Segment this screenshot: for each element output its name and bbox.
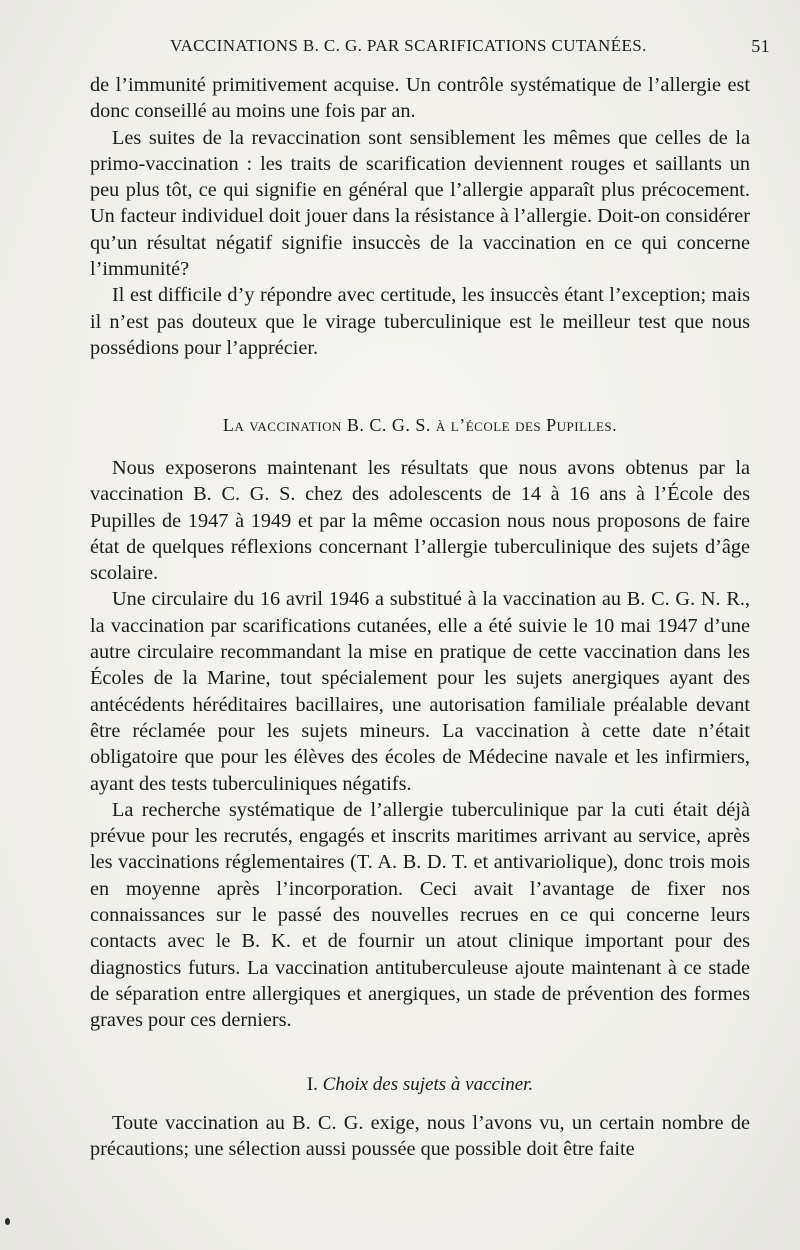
section-heading: La vaccination B. C. G. S. à l’école des Pupilles. [222, 415, 618, 435]
paragraph: Une circulaire du 16 avril 1946 a substitué à la vaccination au B. C. G. N. R., la vaccination par scarifications cutanées, elle a été suivie le 10 mai 1947 d’une autre circulaire recommandant la mise en pratique de cette vaccination dans les Écoles de la Marine, tout spécialement pour les sujets anergiques ayant des antécédents héréditaires bacillaires, une autorisation familiale préalable devant être réclamée pour les sujets mineurs. La vaccination à cette date n’était obligatoire que pour les élèves des écoles de Médecine navale et les infirmiers, ayant des tests tuberculiniques négatifs. [90, 588, 750, 795]
page-number: 51 [751, 36, 770, 56]
paragraph: de l’immunité primitivement acquise. Un contrôle systématique de l’allergie est donc conseillé au moins une fois par an. [90, 74, 750, 123]
subsection-heading [90, 1074, 750, 1096]
paragraph: Les suites de la revaccination sont sensiblement les mêmes que celles de la primo-vaccination : les traits de scarification deviennent rouges et saillants un peu plus tôt, ce qui signifie en général que l’allergie apparaît plus précocement. Un facteur individuel doit jouer dans la résistance à l’allergie. Doit-on considérer qu’un résultat négatif signifie insuccès de la vaccination en ce qui concerne l’immunité? [90, 126, 750, 281]
ink-spot [5, 1218, 10, 1225]
subsection-number: I. [306, 1074, 318, 1095]
paragraph: Il est difficile d’y répondre avec certitude, les insuccès étant l’exception; mais il n’est pas douteux que le virage tuberculinique est le meilleur test que nous possédions pour l’apprécier. [90, 284, 750, 359]
running-title: VACCINATIONS B. C. G. PAR SCARIFICATIONS CUTANÉES. [170, 36, 647, 55]
subsection-title: Choix des sujets à vacciner. [322, 1074, 534, 1095]
paragraph: La recherche systématique de l’allergie tuberculinique par la cuti était déjà prévue pour les recrutés, engagés et inscrits maritimes arrivant au service, après les vaccinations réglementaires (T. A. B. D. T. et antivariolique), donc trois mois en moyenne après l’incorporation. Ceci avait l’avantage de fixer nos connaissances sur le passé des nouvelles recrues en ce qui concerne leurs contacts avec le B. K. et de fournir un atout clinique important pour des diagnostics futurs. La vaccination antituberculeuse ajoute maintenant à ce stade de séparation entre allergiques et anergiques, un stade de prévention des formes graves pour ces derniers. [90, 798, 750, 1032]
subsection-text-block [90, 1110, 750, 1163]
paragraph: Nous exposerons maintenant les résultats que nous avons obtenus par la vaccination B. C. G. S. chez des adolescents de 14 à 16 ans à l’École des Pupilles de 1947 à 1949 et par la même occasion nous nous proposons de faire état de quelques réflexions concernant l’allergie tuberculinique des sujets d’âge scolaire. [90, 457, 750, 585]
section-text-block [90, 455, 750, 1034]
top-text-block [90, 72, 750, 361]
paragraph: Toute vaccination au B. C. G. exige, nous l’avons vu, un certain nombre de précautions; une sélection aussi poussée que possible doit être faite [90, 1112, 750, 1161]
